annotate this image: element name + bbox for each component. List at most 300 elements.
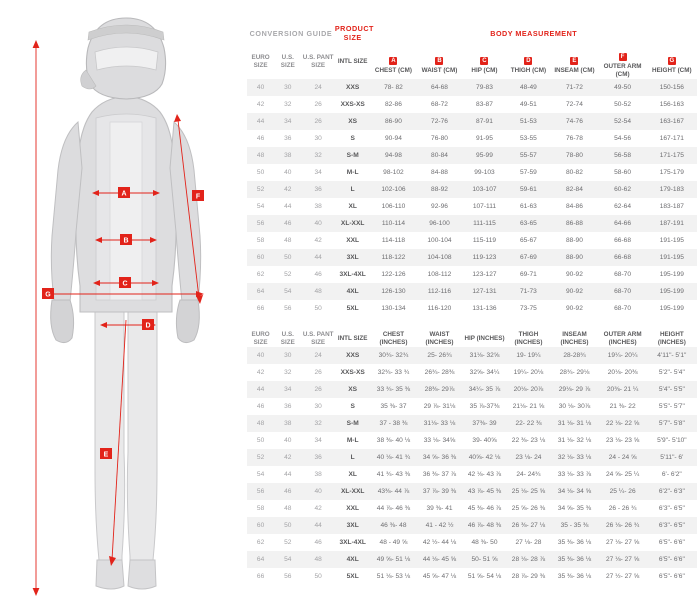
col-height-cm-label: HEIGHT (CM) bbox=[652, 67, 692, 74]
table-row bbox=[247, 432, 697, 449]
cell-us: 50 bbox=[274, 517, 301, 534]
cell-intl: 3XL bbox=[335, 249, 371, 266]
cell-euro: 52 bbox=[247, 449, 274, 466]
cell-height: 4'11"- 5'1" bbox=[647, 347, 697, 364]
cell-pant: 34 bbox=[301, 164, 334, 181]
col-hip-cm-label: HIP (CM) bbox=[471, 67, 498, 74]
marker-a-badge: A bbox=[391, 58, 396, 64]
cell-us: 36 bbox=[274, 130, 301, 147]
cell-hip: 31⅛- 32⅝ bbox=[463, 347, 507, 364]
cell-thigh: 24- 24¾ bbox=[506, 466, 550, 483]
cell-height: 191-195 bbox=[647, 232, 697, 249]
cell-waist: 76-80 bbox=[416, 130, 462, 147]
cell-arm: 27 ½- 27 ⅝ bbox=[599, 568, 647, 585]
cell-hip: 103-107 bbox=[463, 181, 507, 198]
cell-us: 46 bbox=[274, 483, 301, 500]
cell-pant: 30 bbox=[301, 398, 334, 415]
cell-hip: 123-127 bbox=[463, 266, 507, 283]
cell-chest: 38 ⅜- 40 ⅛ bbox=[370, 432, 416, 449]
cell-us: 42 bbox=[274, 449, 301, 466]
cell-thigh: 57-59 bbox=[506, 164, 550, 181]
cell-pant: 44 bbox=[301, 249, 334, 266]
cell-euro: 62 bbox=[247, 534, 274, 551]
cell-thigh: 27 ⅛- 28 bbox=[506, 534, 550, 551]
col-inseam-cm-label: INSEAM (CM) bbox=[554, 67, 595, 74]
cell-inseam: 28-28¾ bbox=[550, 347, 598, 364]
cell-us: 40 bbox=[274, 432, 301, 449]
cell-hip: 127-131 bbox=[463, 283, 507, 300]
cell-thigh: 69-71 bbox=[506, 266, 550, 283]
cell-us: 52 bbox=[274, 534, 301, 551]
cell-chest: 48 - 49 ⅝ bbox=[370, 534, 416, 551]
cell-hip: 115-119 bbox=[463, 232, 507, 249]
cell-waist: 36 ⅜- 37 ⅞ bbox=[417, 466, 463, 483]
cell-pant: 48 bbox=[301, 551, 334, 568]
cell-hip: 45 ⅜- 46 ⅞ bbox=[463, 500, 507, 517]
cell-pant: 36 bbox=[301, 181, 334, 198]
cell-pant: 46 bbox=[301, 534, 334, 551]
cell-us: 44 bbox=[274, 198, 301, 215]
cell-thigh: 61-63 bbox=[506, 198, 550, 215]
table-row bbox=[247, 266, 697, 283]
table-row bbox=[247, 79, 697, 96]
cell-chest: 46 ⅜- 48 bbox=[370, 517, 416, 534]
size-tables bbox=[247, 24, 697, 585]
col-thigh-cm bbox=[506, 45, 550, 79]
imperial-column-header-row bbox=[247, 331, 697, 347]
cell-hip: 37⅜- 39 bbox=[463, 415, 507, 432]
cell-chest: 30¾- 32¾ bbox=[370, 347, 416, 364]
cell-hip: 32⅝- 34¼ bbox=[463, 364, 507, 381]
table-row bbox=[247, 147, 697, 164]
cell-arm: 54-56 bbox=[599, 130, 647, 147]
col-outer-arm-cm bbox=[599, 45, 647, 79]
cell-pant: 30 bbox=[301, 130, 334, 147]
cell-waist: 42 ½- 44 ⅛ bbox=[417, 534, 463, 551]
cell-hip: 87-91 bbox=[463, 113, 507, 130]
cell-hip: 131-136 bbox=[463, 300, 507, 317]
cell-height: 5'7"- 5'8" bbox=[647, 415, 697, 432]
cell-hip: 119-123 bbox=[463, 249, 507, 266]
cell-inseam: 82-84 bbox=[550, 181, 598, 198]
cell-waist: 39 ⅜- 41 bbox=[417, 500, 463, 517]
cell-inseam: 31 ⅛- 32 ⅛ bbox=[550, 432, 598, 449]
table-row bbox=[247, 198, 697, 215]
cell-inseam: 76-78 bbox=[550, 130, 598, 147]
cell-inseam: 88-90 bbox=[550, 249, 598, 266]
cell-arm: 56-58 bbox=[599, 147, 647, 164]
cell-us: 32 bbox=[274, 364, 301, 381]
cell-us: 42 bbox=[274, 181, 301, 198]
cell-euro: 40 bbox=[247, 79, 274, 96]
cell-waist: 37 ⅞- 39 ⅜ bbox=[417, 483, 463, 500]
cell-arm: 23 ⅛- 23 ⅝ bbox=[599, 432, 647, 449]
col-thigh-cm-label: THIGH (CM) bbox=[510, 67, 547, 74]
cell-hip: 83-87 bbox=[463, 96, 507, 113]
table-row bbox=[247, 113, 697, 130]
cell-arm: 20⅛- 20⅜ bbox=[599, 364, 647, 381]
cell-arm: 68-70 bbox=[599, 283, 647, 300]
cell-height: 179-183 bbox=[647, 181, 697, 198]
cell-thigh: 19- 19¼ bbox=[506, 347, 550, 364]
table-row bbox=[247, 249, 697, 266]
cell-us: 56 bbox=[274, 300, 301, 317]
cell-arm: 24 ⅝- 25 ¼ bbox=[599, 466, 647, 483]
cell-intl: 3XL bbox=[335, 517, 371, 534]
table-row bbox=[247, 96, 697, 113]
cell-euro: 60 bbox=[247, 517, 274, 534]
cell-arm: 49-50 bbox=[599, 79, 647, 96]
cell-inseam: 90-92 bbox=[550, 266, 598, 283]
col-hip-cm bbox=[463, 45, 507, 79]
cell-arm: 26 ⅛- 26 ¾ bbox=[599, 517, 647, 534]
table-row bbox=[247, 215, 697, 232]
table-row bbox=[247, 232, 697, 249]
cell-pant: 24 bbox=[301, 347, 334, 364]
table-row bbox=[247, 130, 697, 147]
cell-arm: 68-70 bbox=[599, 300, 647, 317]
cell-intl: 5XL bbox=[335, 568, 371, 585]
cell-waist: 64-68 bbox=[416, 79, 462, 96]
cell-height: 191-195 bbox=[647, 249, 697, 266]
cell-euro: 46 bbox=[247, 398, 274, 415]
cell-us: 38 bbox=[274, 415, 301, 432]
cell-thigh: 22- 22 ⅜ bbox=[506, 415, 550, 432]
cell-chest: 82-86 bbox=[370, 96, 416, 113]
cell-pant: 32 bbox=[301, 415, 334, 432]
cell-chest: 41 ¾- 43 ⅜ bbox=[370, 466, 416, 483]
product-size-header: PRODUCT SIZE bbox=[334, 24, 374, 42]
marker-f-badge: F bbox=[619, 53, 627, 61]
cell-height: 195-199 bbox=[647, 283, 697, 300]
cell-arm: 27 ⅛- 27 ⅝ bbox=[599, 534, 647, 551]
cell-pant: 40 bbox=[301, 483, 334, 500]
cell-height: 175-179 bbox=[647, 164, 697, 181]
cell-waist: 112-116 bbox=[416, 283, 462, 300]
cell-chest: 102-106 bbox=[370, 181, 416, 198]
cell-waist: 44 ⅛- 45 ⅝ bbox=[417, 551, 463, 568]
cell-chest: 122-126 bbox=[370, 266, 416, 283]
cell-pant: 42 bbox=[301, 500, 334, 517]
table-row bbox=[247, 364, 697, 381]
cell-inseam: 28¾- 29⅛ bbox=[550, 364, 598, 381]
cell-intl: M-L bbox=[335, 432, 371, 449]
cell-euro: 66 bbox=[247, 568, 274, 585]
cell-arm: 62-64 bbox=[599, 198, 647, 215]
cell-thigh: 23 ⅛- 24 bbox=[506, 449, 550, 466]
cell-height: 6'5"- 6'6" bbox=[647, 534, 697, 551]
cell-thigh: 48-49 bbox=[506, 79, 550, 96]
cell-euro: 48 bbox=[247, 147, 274, 164]
cell-intl: XS bbox=[335, 113, 371, 130]
cell-thigh: 59-61 bbox=[506, 181, 550, 198]
metric-group-header-row bbox=[247, 24, 697, 45]
cell-pant: 42 bbox=[301, 232, 334, 249]
cell-chest: 114-118 bbox=[370, 232, 416, 249]
svg-text:B: B bbox=[123, 237, 129, 245]
cell-inseam: 34 ⅛- 34 ⅝ bbox=[550, 483, 598, 500]
metric-size-table bbox=[247, 24, 697, 317]
cell-height: 5'5"- 5'7" bbox=[647, 398, 697, 415]
cell-pant: 26 bbox=[301, 96, 334, 113]
cell-thigh: 28 ⅛- 28 ⅞ bbox=[506, 551, 550, 568]
cell-pant: 24 bbox=[301, 79, 334, 96]
cell-chest: 78- 82 bbox=[370, 79, 416, 96]
cell-height: 171-175 bbox=[647, 147, 697, 164]
cell-inseam: 90-92 bbox=[550, 283, 598, 300]
cell-thigh: 26 ⅜- 27 ⅛ bbox=[506, 517, 550, 534]
cell-intl: M-L bbox=[335, 164, 371, 181]
cell-hip: 39- 40⅝ bbox=[463, 432, 507, 449]
cell-us: 50 bbox=[274, 249, 301, 266]
cell-inseam: 35 ⅜- 36 ⅛ bbox=[550, 534, 598, 551]
cell-euro: 54 bbox=[247, 198, 274, 215]
cell-euro: 40 bbox=[247, 347, 274, 364]
cell-hip: 35 ⅞-37⅜ bbox=[463, 398, 507, 415]
col-euro-size: EURO SIZE bbox=[251, 54, 270, 69]
cell-pant: 48 bbox=[301, 283, 334, 300]
cell-us: 40 bbox=[274, 164, 301, 181]
cell-hip: 43 ⅞- 45 ⅜ bbox=[463, 483, 507, 500]
cell-arm: 22 ⅛- 22 ⅝ bbox=[599, 415, 647, 432]
cell-height: 6'3"- 6'5" bbox=[647, 500, 697, 517]
cell-intl: S bbox=[335, 398, 371, 415]
conversion-guide-header: CONVERSION GUIDE bbox=[249, 28, 333, 38]
cell-waist: 29 ⅞- 31⅛ bbox=[417, 398, 463, 415]
cell-us: 54 bbox=[274, 283, 301, 300]
cell-pant: 38 bbox=[301, 466, 334, 483]
marker-b-badge: B bbox=[437, 58, 442, 64]
cell-thigh: 19¼- 20⅛ bbox=[506, 364, 550, 381]
col-waist-cm bbox=[416, 45, 462, 79]
cell-height: 163-167 bbox=[647, 113, 697, 130]
cell-inseam: 30 ⅛- 30⅞ bbox=[550, 398, 598, 415]
cell-pant: 32 bbox=[301, 147, 334, 164]
cell-height: 195-199 bbox=[647, 266, 697, 283]
cell-euro: 64 bbox=[247, 283, 274, 300]
cell-waist: 72-76 bbox=[416, 113, 462, 130]
cell-euro: 50 bbox=[247, 432, 274, 449]
cell-us: 56 bbox=[274, 568, 301, 585]
cell-height: 5'11"- 6' bbox=[647, 449, 697, 466]
table-row bbox=[247, 381, 697, 398]
body-measurement-header: BODY MEASUREMENT bbox=[490, 28, 578, 38]
cell-us: 44 bbox=[274, 466, 301, 483]
cell-chest: 86-90 bbox=[370, 113, 416, 130]
rider-measurement-figure bbox=[0, 0, 248, 608]
cell-arm: 24 - 24 ⅝ bbox=[599, 449, 647, 466]
svg-text:F: F bbox=[195, 193, 201, 201]
table-row bbox=[247, 164, 697, 181]
cell-height: 6'2"- 6'3" bbox=[647, 483, 697, 500]
cell-intl: XXL bbox=[335, 232, 371, 249]
cell-inseam: 35 ⅜- 36 ⅛ bbox=[550, 568, 598, 585]
cell-arm: 25 ¼- 26 bbox=[599, 483, 647, 500]
cell-hip: 79-83 bbox=[463, 79, 507, 96]
cell-thigh: 25 ⅝- 26 ⅜ bbox=[506, 500, 550, 517]
cell-chest: 33 ¾- 35 ⅜ bbox=[370, 381, 416, 398]
cell-intl: XXS bbox=[335, 347, 371, 364]
cell-pant: 34 bbox=[301, 432, 334, 449]
cell-pant: 26 bbox=[301, 381, 334, 398]
cell-inseam: 34 ⅝- 35 ⅜ bbox=[550, 500, 598, 517]
cell-arm: 50-52 bbox=[599, 96, 647, 113]
cell-intl: XL-XXL bbox=[335, 215, 371, 232]
cell-waist: 92-96 bbox=[416, 198, 462, 215]
cell-thigh: 21⅛- 21 ⅝ bbox=[506, 398, 550, 415]
cell-chest: 51 ⅛- 53 ⅛ bbox=[370, 568, 416, 585]
cell-intl: XXS bbox=[335, 79, 371, 96]
cell-intl: 3XL-4XL bbox=[335, 266, 371, 283]
cell-pant: 50 bbox=[301, 568, 334, 585]
cell-thigh: 55-57 bbox=[506, 147, 550, 164]
cell-arm: 58-60 bbox=[599, 164, 647, 181]
cell-inseam: 88-90 bbox=[550, 232, 598, 249]
cell-us: 54 bbox=[274, 551, 301, 568]
cell-inseam: 33 ⅛- 33 ⅞ bbox=[550, 466, 598, 483]
cell-arm: 21 ⅜- 22 bbox=[599, 398, 647, 415]
cell-intl: XXS-XS bbox=[335, 96, 371, 113]
cell-waist: 34 ⅝- 36 ⅜ bbox=[417, 449, 463, 466]
cell-euro: 56 bbox=[247, 215, 274, 232]
cell-us: 52 bbox=[274, 266, 301, 283]
cell-euro: 44 bbox=[247, 381, 274, 398]
cell-euro: 46 bbox=[247, 130, 274, 147]
cell-pant: 46 bbox=[301, 266, 334, 283]
svg-text:E: E bbox=[103, 451, 109, 459]
cell-euro: 42 bbox=[247, 364, 274, 381]
cell-waist: 116-120 bbox=[416, 300, 462, 317]
cell-thigh: 71-73 bbox=[506, 283, 550, 300]
cell-height: 6'3"- 6'5" bbox=[647, 517, 697, 534]
cell-intl: 4XL bbox=[335, 283, 371, 300]
cell-waist: 68-72 bbox=[416, 96, 462, 113]
col-height-in: HEIGHT (INCHES) bbox=[657, 331, 686, 346]
cell-intl: XXS-XS bbox=[335, 364, 371, 381]
cell-chest: 37 - 38 ⅜ bbox=[370, 415, 416, 432]
col-us-size: U.S. SIZE bbox=[280, 54, 295, 69]
table-row bbox=[247, 466, 697, 483]
col-euro-size-in: EURO SIZE bbox=[251, 331, 270, 346]
col-intl-size-in: INTL SIZE bbox=[337, 335, 368, 342]
marker-c-badge: C bbox=[482, 58, 487, 64]
cell-inseam: 31 ⅛- 31 ⅛ bbox=[550, 415, 598, 432]
cell-chest: 98-102 bbox=[370, 164, 416, 181]
cell-chest: 110-114 bbox=[370, 215, 416, 232]
table-row bbox=[247, 534, 697, 551]
cell-hip: 48 ⅜- 50 bbox=[463, 534, 507, 551]
cell-us: 32 bbox=[274, 96, 301, 113]
col-outer-arm-cm-label: OUTER ARM (CM) bbox=[603, 63, 642, 78]
cell-inseam: 74-76 bbox=[550, 113, 598, 130]
cell-intl: 3XL-4XL bbox=[335, 534, 371, 551]
col-waist-in: WAIST (INCHES) bbox=[425, 331, 454, 346]
cell-waist: 88-92 bbox=[416, 181, 462, 198]
svg-text:C: C bbox=[122, 280, 128, 288]
col-intl-size: INTL SIZE bbox=[337, 58, 368, 65]
cell-chest: 40 ⅛- 41 ¾ bbox=[370, 449, 416, 466]
table-row bbox=[247, 449, 697, 466]
cell-thigh: 20⅛- 20⅞ bbox=[506, 381, 550, 398]
table-row bbox=[247, 500, 697, 517]
cell-euro: 44 bbox=[247, 113, 274, 130]
cell-height: 156-163 bbox=[647, 96, 697, 113]
cell-chest: 94-98 bbox=[370, 147, 416, 164]
col-chest-cm-label: CHEST (CM) bbox=[374, 67, 412, 74]
cell-us: 48 bbox=[274, 500, 301, 517]
cell-waist: 100-104 bbox=[416, 232, 462, 249]
cell-us: 34 bbox=[274, 381, 301, 398]
cell-intl: XL bbox=[335, 466, 371, 483]
cell-inseam: 35 ⅜- 36 ⅛ bbox=[550, 551, 598, 568]
cell-thigh: 53-55 bbox=[506, 130, 550, 147]
svg-text:A: A bbox=[121, 190, 127, 198]
cell-pant: 44 bbox=[301, 517, 334, 534]
marker-e-badge: E bbox=[572, 58, 577, 64]
metric-column-header-row bbox=[247, 45, 697, 79]
cell-chest: 32¾- 33 ¾ bbox=[370, 364, 416, 381]
cell-arm: 66-68 bbox=[599, 249, 647, 266]
cell-chest: 49 ⅝- 51 ⅛ bbox=[370, 551, 416, 568]
cell-hip: 95-99 bbox=[463, 147, 507, 164]
cell-chest: 43⅜- 44 ⅞ bbox=[370, 483, 416, 500]
cell-waist: 41 - 42 ½ bbox=[417, 517, 463, 534]
cell-intl: L bbox=[335, 449, 371, 466]
cell-thigh: 63-65 bbox=[506, 215, 550, 232]
cell-intl: S-M bbox=[335, 415, 371, 432]
cell-chest: 90-94 bbox=[370, 130, 416, 147]
cell-thigh: 28 ⅞- 29 ⅜ bbox=[506, 568, 550, 585]
table-row bbox=[247, 415, 697, 432]
cell-pant: 26 bbox=[301, 113, 334, 130]
cell-height: 6'5"- 6'6" bbox=[647, 568, 697, 585]
cell-pant: 26 bbox=[301, 364, 334, 381]
cell-arm: 64-66 bbox=[599, 215, 647, 232]
cell-waist: 108-112 bbox=[416, 266, 462, 283]
cell-inseam: 32 ⅛- 33 ⅛ bbox=[550, 449, 598, 466]
cell-arm: 66-68 bbox=[599, 232, 647, 249]
marker-g-badge: G bbox=[669, 58, 675, 64]
col-height-cm bbox=[647, 45, 697, 79]
table-row bbox=[247, 483, 697, 500]
cell-waist: 31⅛- 33 ⅛ bbox=[417, 415, 463, 432]
imperial-size-table bbox=[247, 331, 697, 585]
cell-hip: 111-115 bbox=[463, 215, 507, 232]
cell-us: 38 bbox=[274, 147, 301, 164]
cell-hip: 51 ⅝- 54 ⅛ bbox=[463, 568, 507, 585]
cell-inseam: 84-86 bbox=[550, 198, 598, 215]
cell-hip: 107-111 bbox=[463, 198, 507, 215]
cell-intl: 4XL bbox=[335, 551, 371, 568]
cell-us: 46 bbox=[274, 215, 301, 232]
cell-intl: XL bbox=[335, 198, 371, 215]
cell-hip: 42 ⅛- 43 ⅞ bbox=[463, 466, 507, 483]
cell-thigh: 67-69 bbox=[506, 249, 550, 266]
cell-euro: 50 bbox=[247, 164, 274, 181]
cell-height: 5'4"- 5'5" bbox=[647, 381, 697, 398]
col-us-size-in: U.S. SIZE bbox=[280, 331, 295, 346]
cell-waist: 104-108 bbox=[416, 249, 462, 266]
table-row bbox=[247, 181, 697, 198]
cell-chest: 126-130 bbox=[370, 283, 416, 300]
cell-us: 30 bbox=[274, 79, 301, 96]
cell-euro: 64 bbox=[247, 551, 274, 568]
cell-height: 6'- 6'2" bbox=[647, 466, 697, 483]
col-hip-in: HIP (INCHES) bbox=[464, 335, 505, 342]
cell-chest: 35 ⅜- 37 bbox=[370, 398, 416, 415]
cell-pant: 36 bbox=[301, 449, 334, 466]
cell-pant: 40 bbox=[301, 215, 334, 232]
